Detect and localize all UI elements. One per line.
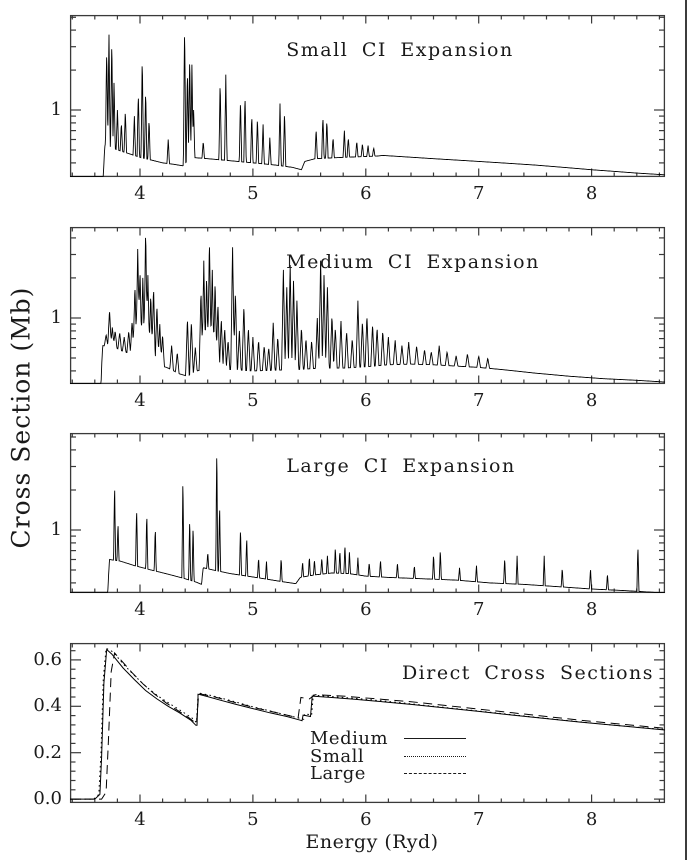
y-tick-label: 0.4 <box>33 695 62 717</box>
y-tick-label: 1 <box>50 306 62 328</box>
panel-medium-ci-expansion <box>50 227 665 411</box>
x-axis-label: Energy (Ryd) <box>305 831 439 853</box>
legend <box>310 730 466 783</box>
x-tick-label: 4 <box>134 390 146 411</box>
x-tick-label: 8 <box>585 183 598 204</box>
spectrum-curve <box>70 458 665 592</box>
x-tick-label: 7 <box>472 599 485 620</box>
legend-label-small: Small <box>310 745 365 767</box>
panel-title-small-ci: Small CI Expansion <box>286 39 514 61</box>
y-tick-label: 0.2 <box>33 741 62 763</box>
x-tick-label: 7 <box>472 183 485 204</box>
x-tick-label: 5 <box>247 390 259 411</box>
legend-label-large: Large <box>310 763 366 785</box>
x-tick-label: 6 <box>360 809 372 830</box>
y-tick-label: 0.0 <box>33 788 62 810</box>
legend-line-large-dashed <box>404 773 466 774</box>
panel-small-ci-expansion <box>50 15 665 204</box>
y-tick-label: 1 <box>50 518 62 540</box>
x-tick-label: 6 <box>360 390 372 411</box>
legend-label-medium: Medium <box>310 728 389 750</box>
x-tick-label: 4 <box>134 809 146 830</box>
x-tick-label: 8 <box>585 390 598 411</box>
x-tick-label: 4 <box>134 599 146 620</box>
panel-title-large-ci: Large CI Expansion <box>286 455 516 477</box>
y-tick-label: 0.6 <box>33 648 62 670</box>
page-edge-line <box>685 0 687 860</box>
x-tick-label: 4 <box>134 183 146 204</box>
x-tick-label: 5 <box>247 599 259 620</box>
panel-title-direct: Direct Cross Sections <box>401 662 655 684</box>
y-axis-label: Cross Section (Mb) <box>6 286 36 549</box>
x-tick-label: 5 <box>247 809 259 830</box>
x-tick-label: 7 <box>472 809 485 830</box>
x-tick-label: 8 <box>585 599 598 620</box>
x-tick-label: 7 <box>472 390 485 411</box>
y-tick-label: 1 <box>50 99 62 121</box>
x-tick-label: 5 <box>247 183 259 204</box>
legend-line-small-dotted <box>404 756 466 757</box>
panel-large-ci-expansion <box>50 433 665 620</box>
x-tick-label: 6 <box>360 599 372 620</box>
panel-title-medium-ci: Medium CI Expansion <box>286 251 540 273</box>
x-tick-label: 8 <box>585 809 598 830</box>
panel-direct-cross-sections <box>33 643 665 830</box>
legend-item-large <box>310 765 466 783</box>
x-tick-label: 6 <box>360 183 372 204</box>
legend-line-medium-solid <box>404 738 466 739</box>
